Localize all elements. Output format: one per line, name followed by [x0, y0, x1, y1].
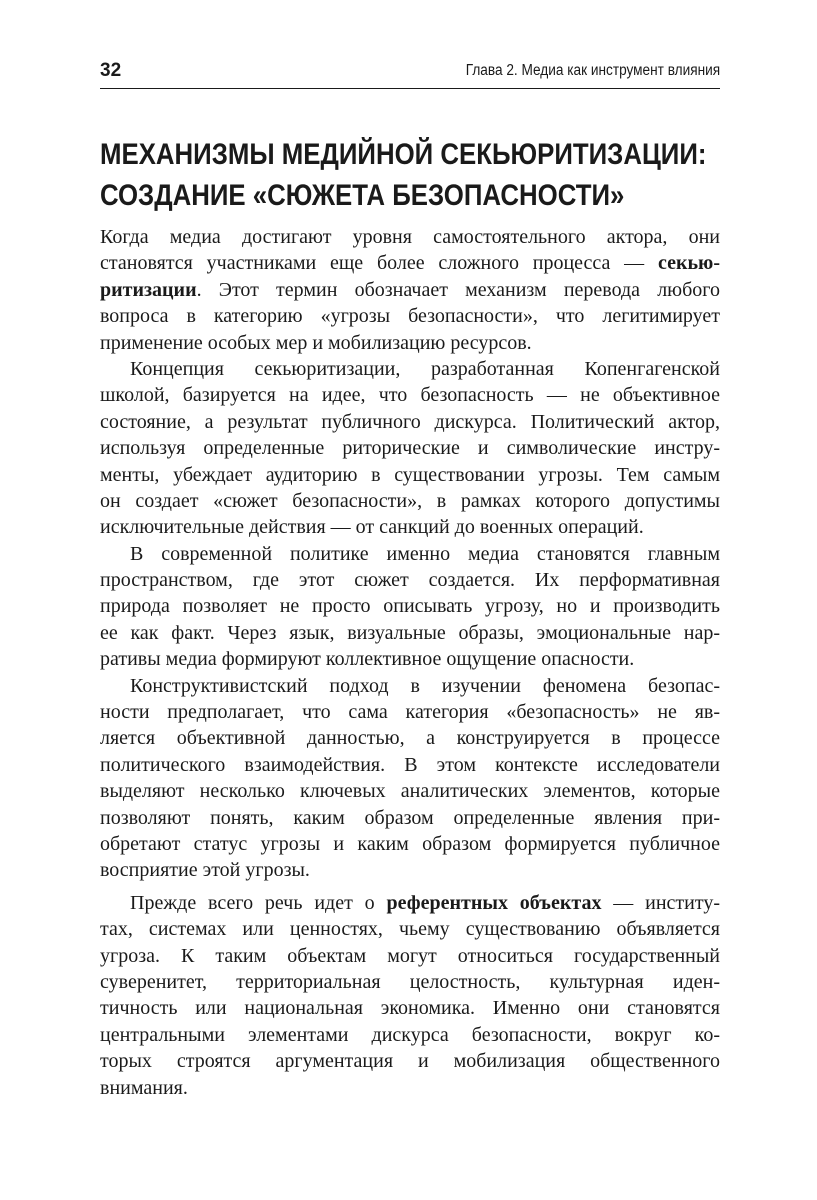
paragraph-5: [100, 890, 720, 1101]
text-line: внимания.: [100, 1076, 188, 1099]
text-line: [100, 890, 720, 916]
text-line: ности предполагает, что сама категория «безопасность» не яв-: [100, 701, 720, 724]
text-line: восприятие этой угрозы.: [100, 859, 310, 882]
text-line: позволяют понять, каким образом определенные явления при-: [100, 806, 720, 829]
text-line: ее как факт. Через язык, визуальные образы, эмоциональные нар-: [100, 621, 720, 644]
text-line: школой, базируется на идее, что безопасность — не объективное: [100, 384, 720, 407]
text-line: суверенитет, территориальная целостность, культурная иден-: [100, 970, 720, 993]
page-number: 32: [100, 60, 122, 81]
paragraph-2: [100, 356, 720, 541]
text-line: [100, 250, 720, 276]
text-line: природа позволяет не просто описывать угрозу, но и производить: [100, 595, 720, 618]
text-line: ративы медиа формируют коллективное ощущение опасности.: [100, 648, 635, 671]
paragraph-3: [100, 541, 720, 673]
text-line: обретают статус угрозы и каким образом формируется публичное: [100, 832, 720, 855]
body-text: [100, 224, 720, 1101]
text-line: [100, 277, 720, 303]
bold-term: ритизации: [100, 278, 197, 301]
text-line: В современной политике именно медиа становятся главным: [130, 542, 720, 565]
text-run: становятся участниками еще более сложного процесса —: [100, 252, 658, 275]
text-line: ляется объективной данностью, а конструируется в процессе: [100, 727, 720, 750]
text-line: Конструктивистский подход в изучении феномена безопас-: [130, 674, 720, 697]
text-line: выделяют несколько ключевых аналитических элементов, которые: [100, 780, 720, 803]
section-title: [100, 134, 707, 216]
text-line: тичность или национальная экономика. Именно они становятся: [100, 997, 720, 1020]
text-line: он создает «сюжет безопасности», в рамках которого допустимы: [100, 489, 720, 512]
bold-term: референтных объектах: [386, 891, 602, 914]
text-line: менты, убеждает аудиторию в существовании угрозы. Тем самым: [100, 463, 720, 486]
text-run: . Этот термин обозначает механизм перевода любого: [196, 278, 720, 301]
text-line: Когда медиа достигают уровня самостоятельного актора, они: [100, 226, 720, 248]
text-line: политического взаимодействия. В этом контексте исследователи: [100, 753, 720, 776]
bold-term: секью-: [657, 252, 720, 275]
text-run: — институ-: [601, 891, 720, 914]
text-line: используя определенные риторические и символические инстру-: [100, 437, 720, 460]
text-line: торых строятся аргументация и мобилизация общественного: [100, 1050, 720, 1073]
text-line: пространством, где этот сюжет создается. Их перформативная: [100, 569, 720, 592]
text-line: вопроса в категорию «угрозы безопасности», что легитимирует: [100, 305, 720, 328]
text-line: тах, системах или ценностях, чьему существованию объявляется: [100, 918, 720, 941]
paragraph-1: [100, 224, 720, 356]
text-line: угроза. К таким объектам могут относиться государственный: [100, 944, 720, 967]
section-title-line-2: СОЗДАНИЕ «СЮЖЕТА БЕЗОПАСНОСТИ»: [100, 179, 625, 212]
text-line: Концепция секьюритизации, разработанная Копенгагенской: [130, 357, 720, 380]
paragraph-4: [100, 673, 720, 884]
text-line: исключительные действия — от санкций до военных операций.: [100, 516, 644, 539]
text-line: применение особых мер и мобилизацию ресурсов.: [100, 331, 532, 354]
text-line: состояние, а результат публичного дискурса. Политический актор,: [100, 410, 720, 433]
running-head: Глава 2. Медиа как инструмент влияния: [465, 62, 720, 79]
section-title-line-1: МЕХАНИЗМЫ МЕДИЙНОЙ СЕКЬЮРИТИЗАЦИИ:: [100, 138, 707, 171]
text-run: Прежде всего речь идет о: [130, 891, 387, 914]
page-header: [100, 58, 720, 89]
text-line: центральными элементами дискурса безопасности, вокруг ко-: [100, 1023, 720, 1046]
